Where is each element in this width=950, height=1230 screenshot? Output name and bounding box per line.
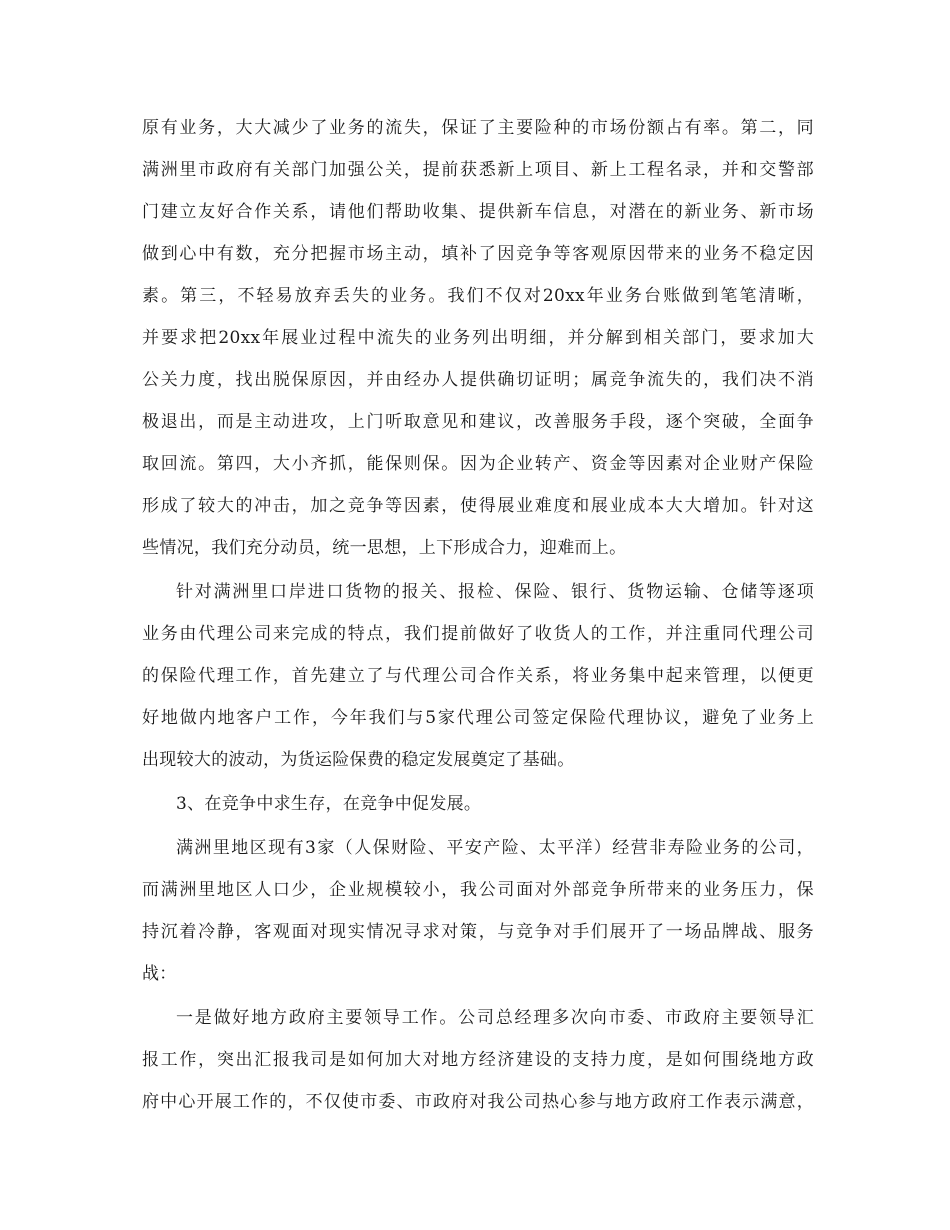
text-line: 出现较大的波动，为货运险保费的稳定发展奠定了基础。 [142, 750, 575, 770]
text-line: 针对满洲里口岸进口货物的报关、报检、保险、银行、货物运输、仓储等逐项 [176, 582, 814, 602]
text-line: 极退出，而是主动进攻，上门听取意见和建议，改善服务手段，逐个突破，全面争 [142, 412, 814, 432]
text-line: 报工作，突出汇报我司是如何加大对地方经济建设的支持力度，是如何围绕地方政 [142, 1050, 814, 1070]
text-line: 满洲里市政府有关部门加强公关，提前获悉新上项目、新上工程名录，并和交警部 [142, 160, 814, 180]
section-heading: 3、在竞争中求生存，在竞争中促发展。 [176, 794, 482, 814]
text-line: 些情况，我们充分动员，统一思想，上下形成合力，迎难而上。 [142, 538, 627, 558]
text-line: 原有业务，大大减少了业务的流失，保证了主要险种的市场份额占有率。第二，同 [142, 118, 814, 138]
text-line: 并要求把20xx年展业过程中流失的业务列出明细，并分解到相关部门，要求加大 [142, 328, 814, 348]
text-line: 持沉着冷静，客观面对现实情况寻求对策，与竞争对手们展开了一场品牌战、服务 [142, 922, 814, 942]
text-line: 一是做好地方政府主要领导工作。公司总经理多次向市委、市政府主要领导汇 [176, 1008, 814, 1028]
text-line: 好地做内地客户工作，今年我们与5家代理公司签定保险代理协议，避免了业务上 [142, 708, 814, 728]
text-line: 业务由代理公司来完成的特点，我们提前做好了收货人的工作，并注重同代理公司 [142, 624, 814, 644]
text-line: 府中心开展工作的，不仅使市委、市政府对我公司热心参与地方政府工作表示满意， [142, 1092, 814, 1112]
text-line: 形成了较大的冲击，加之竞争等因素，使得展业难度和展业成本大大增加。针对这 [142, 496, 814, 516]
text-line: 而满洲里地区人口少，企业规模较小，我公司面对外部竞争所带来的业务压力，保 [142, 880, 814, 900]
text-line: 公关力度，找出脱保原因，并由经办人提供确切证明；属竞争流失的，我们决不消 [142, 370, 814, 390]
text-line: 取回流。第四，大小齐抓，能保则保。因为企业转产、资金等因素对企业财产保险 [142, 454, 814, 474]
text-line: 满洲里地区现有3家（人保财险、平安产险、太平洋）经营非寿险业务的公司， [176, 838, 814, 858]
text-line: 素。第三，不轻易放弃丢失的业务。我们不仅对20xx年业务台账做到笔笔清晰， [142, 286, 814, 306]
text-line: 门建立友好合作关系，请他们帮助收集、提供新车信息，对潜在的新业务、新市场 [142, 202, 814, 222]
text-line: 做到心中有数，充分把握市场主动，填补了因竞争等客观原因带来的业务不稳定因 [142, 244, 814, 264]
text-line: 的保险代理工作，首先建立了与代理公司合作关系，将业务集中起来管理，以便更 [142, 666, 814, 686]
text-line: 战： [142, 964, 177, 984]
